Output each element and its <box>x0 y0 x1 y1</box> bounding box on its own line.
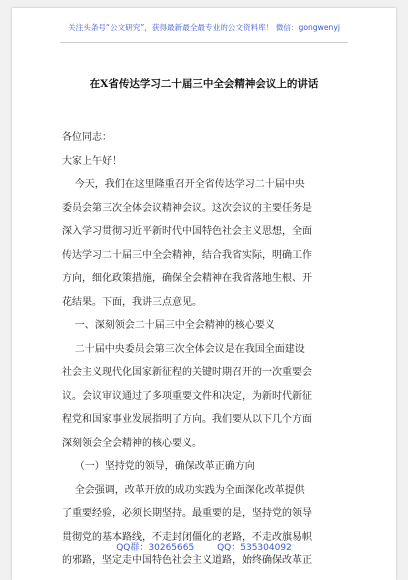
body-line: 程党和国家事业发展指明了方向。我们要从以下几个方面 <box>62 414 312 425</box>
document-title: 在X省传达学习二十届三中全会精神会议上的讲话 <box>89 78 319 90</box>
body-lines <box>62 173 360 573</box>
body-line: 深刻领会全会精神的核心要义。 <box>62 437 202 449</box>
body-line: 社会主义现代化国家新征程的关键时期召开的一次重要会 <box>62 367 312 378</box>
salutation: 各位同志： <box>62 132 112 143</box>
header-divider <box>60 42 348 43</box>
greeting: 大家上午好！ <box>62 155 122 167</box>
footer-contacts <box>12 540 396 553</box>
document-page <box>12 8 396 580</box>
body-line: （一）坚持党的领导，确保改革正确方向 <box>62 461 255 472</box>
body-line: 方向，细化政策措施，确保全会精神在我省落地生根、开 <box>62 273 312 284</box>
body-line: 二十届中央委员会第三次全体会议是在我国全面建设 <box>62 343 305 355</box>
body-line: 的邪路，坚定走中国特色社会主义道路，始终确保改革正 <box>62 555 312 566</box>
footer-qq-group: QQ群：30265665 <box>116 543 195 553</box>
body-line: 议。会议审议通过了多项重要文件和决定，为新时代新征 <box>62 390 312 402</box>
document-body <box>62 126 360 573</box>
body-line: 了重要经验，必须长期坚持。最重要的是，坚持党的领导 <box>62 508 312 519</box>
body-line: 今天，我们在这里隆重召开全省传达学习二十届中央 <box>62 179 305 190</box>
footer-qq: QQ：535304092 <box>217 543 292 553</box>
body-line: 深入学习贯彻习近平新时代中国特色社会主义思想，全面 <box>62 226 312 237</box>
body-line: 传达学习二十届三中全会精神，结合我省实际，明确工作 <box>62 249 312 261</box>
body-line: 一、深刻领会二十届三中全会精神的核心要义 <box>62 320 275 331</box>
body-line: 贯彻党的基本路线，不走封闭僵化的老路，不走改旗易帜 <box>62 531 312 543</box>
body-line: 全会强调，改革开放的成功实践为全面深化改革提供 <box>62 484 305 496</box>
header-banner: 关注头条号“公文研究”，获得最新最全最专业的公文资料库！ 微信：gongwenyj <box>68 23 340 32</box>
body-line: 花结果。下面，我讲三点意见。 <box>62 296 202 308</box>
body-line: 委员会第三次全体会议精神会议。这次会议的主要任务是 <box>62 202 312 214</box>
